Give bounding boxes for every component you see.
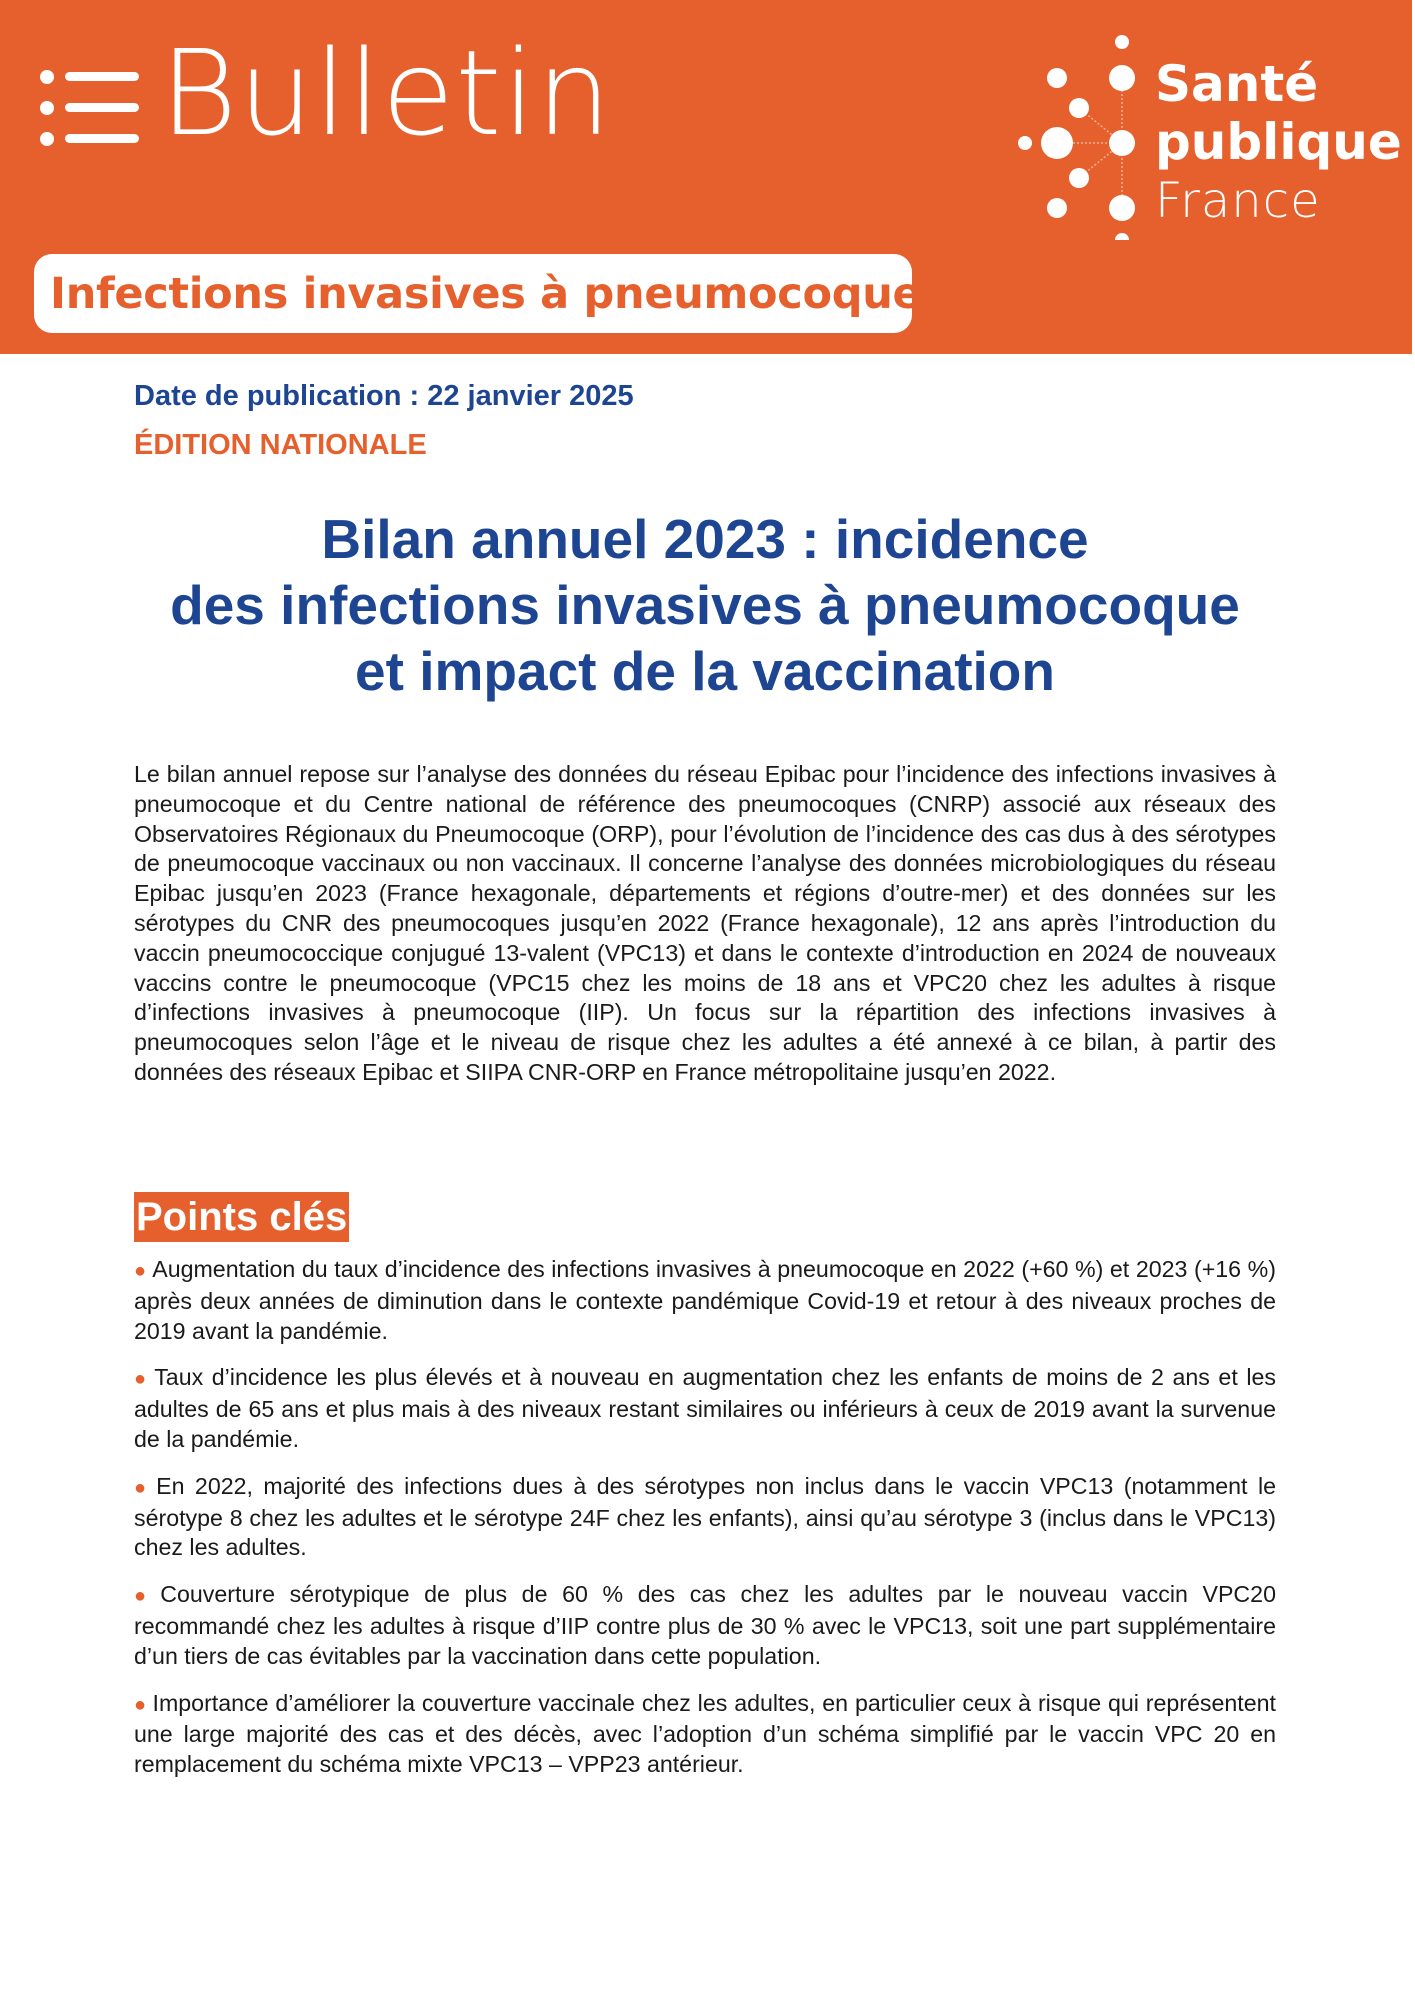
logo-line-3: France (1155, 173, 1321, 229)
key-point-text: Taux d’incidence les plus élevés et à nouveau en augmentation chez les enfants de moins de 2 ans et les adultes de 65 ans et plus mais à des niveaux restant similaires ou inférieurs à ceux de 2019 avant la survenue de la pandémie. (134, 1364, 1276, 1452)
bullet-icon: ● (134, 1260, 147, 1282)
logo-line-1: Santé (1155, 55, 1319, 113)
publication-date: Date de publication : 22 janvier 2025 (134, 380, 634, 412)
bullet-icon: ● (134, 1476, 151, 1499)
edition-label: ÉDITION NATIONALE (134, 429, 427, 461)
topic-badge (34, 254, 922, 333)
page-title (100, 506, 1310, 704)
title-line: Bilan annuel 2023 : incidence (321, 508, 1089, 570)
title-line: et impact de la vaccination (355, 640, 1055, 702)
key-point-text: En 2022, majorité des infections dues à des sérotypes non inclus dans le vaccin VPC13 (notamment le sérotype 8 chez les adultes et le sérotype 24F chez les enfants), ainsi qu’au sérotype 3 (inclus dans le VPC13) chez les adultes. (134, 1472, 1276, 1561)
key-point-text: Importance d’améliorer la couverture vaccinale chez les adultes, en particulier ceux à risque qui représentent une large majorité des cas et des décès, avec l’adoption d’un schéma simplifié par le vaccin VPC 20 en remplacement du schéma mixte VPC13 – VPP23 antérieur. (134, 1689, 1276, 1778)
key-points-heading: Points clés (134, 1192, 349, 1242)
bullet-icon: ● (134, 1368, 149, 1391)
header-banner (0, 0, 1412, 354)
logo-wordmark (1155, 55, 1402, 231)
bullet-icon: ● (134, 1693, 147, 1716)
bullet-icon: ● (134, 1585, 155, 1608)
key-point-text: Couverture sérotypique de plus de 60 % des cas chez les adultes par le nouveau vaccin VPC20 recommandé chez les adultes à risque d’IIP contre plus de 30 % avec le VPC13, soit une part supplémentaire d’un tiers de cas évitables par la vaccination dans cette population. (134, 1581, 1276, 1669)
key-point-item (134, 1689, 1276, 1780)
key-point-text: Augmentation du taux d’incidence des infections invasives à pneumocoque en 2022 (+60 %) et 2023 (+16 %) après deux années de diminution dans le contexte pandémique Covid-19 et retour à des niveaux proches de 2019 avant la pandémie. (134, 1256, 1276, 1344)
bulletin-list-icon (40, 70, 140, 146)
key-point-item (134, 1472, 1276, 1563)
key-points-list (134, 1255, 1276, 1797)
key-point-item (134, 1363, 1276, 1454)
key-point-item (134, 1255, 1276, 1346)
intro-paragraph: Le bilan annuel repose sur l’analyse des données du réseau Epibac pour l’incidence des infections invasives à pneumocoque et du Centre national de référence des pneumocoques (CNRP) associé aux réseaux des Observatoires Régionaux du Pneumocoque (ORP), pour l’évolution de l’incidence des cas dus à des sérotypes de pneumocoque vaccinaux ou non vaccinaux. Il concerne l’analyse des données microbiologiques du réseau Epibac jusqu’en 2023 (France hexagonale, départements et régions d’outre-mer) et des données sur les sérotypes du CNR des pneumocoques jusqu’en 2022 (France hexagonale), 12 ans après l’introduction du vaccin pneumococcique conjugué 13-valent (VPC13) et dans le contexte d’introduction en 2024 de nouveaux vaccins contre le pneumocoque (VPC15 chez les moins de 18 ans et VPC20 chez les adultes à risque d’infections invasives à pneumocoque (IIP). Un focus sur la répartition des infections invasives à pneumocoques selon l’âge et le niveau de risque chez les adultes a été annexé à ce bilan, à partir des données des réseaux Epibac et SIIPA CNR-ORP en France métropolitaine jusqu’en 2022. (134, 761, 1276, 1085)
logo-line-2: publique (1155, 113, 1402, 171)
sante-publique-logo-icon (1005, 30, 1145, 240)
bulletin-label: Bulletin (160, 24, 613, 162)
title-line: des infections invasives à pneumocoque (170, 574, 1240, 636)
topic-label: Infections invasives à pneumocoque (50, 269, 922, 319)
key-point-item (134, 1580, 1276, 1671)
